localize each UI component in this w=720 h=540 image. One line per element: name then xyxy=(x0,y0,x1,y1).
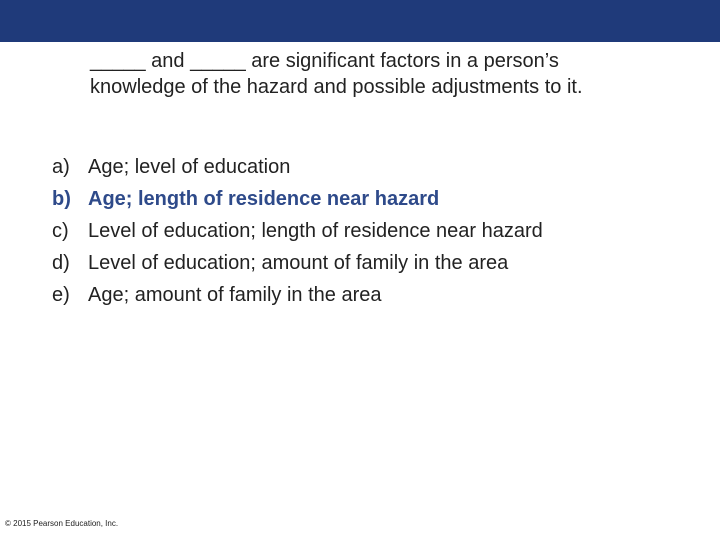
option-c xyxy=(52,215,543,247)
question-line-2: knowledge of the hazard and possible adjustments to it. xyxy=(90,76,583,98)
option-letter: b) xyxy=(52,188,71,210)
option-letter: a) xyxy=(52,156,70,178)
option-letter: d) xyxy=(52,252,70,274)
option-letter: c) xyxy=(52,220,69,242)
option-letter: e) xyxy=(52,284,70,306)
option-text: Age; length of residence near hazard xyxy=(88,188,440,210)
header-bar xyxy=(0,0,720,42)
option-text: Level of education; amount of family in the area xyxy=(88,252,509,274)
copyright-text: © 2015 Pearson Education, Inc. xyxy=(5,519,119,528)
option-text: Level of education; length of residence near hazard xyxy=(88,220,543,242)
option-text: Age; amount of family in the area xyxy=(88,284,382,306)
answer-options xyxy=(52,151,543,311)
option-d xyxy=(52,247,543,279)
option-text: Age; level of education xyxy=(88,156,291,178)
option-b xyxy=(52,183,543,215)
question-text xyxy=(90,48,690,100)
option-a xyxy=(52,151,543,183)
option-e xyxy=(52,279,543,311)
question-line-1: _____ and _____ are significant factors in a person’s xyxy=(90,50,559,72)
